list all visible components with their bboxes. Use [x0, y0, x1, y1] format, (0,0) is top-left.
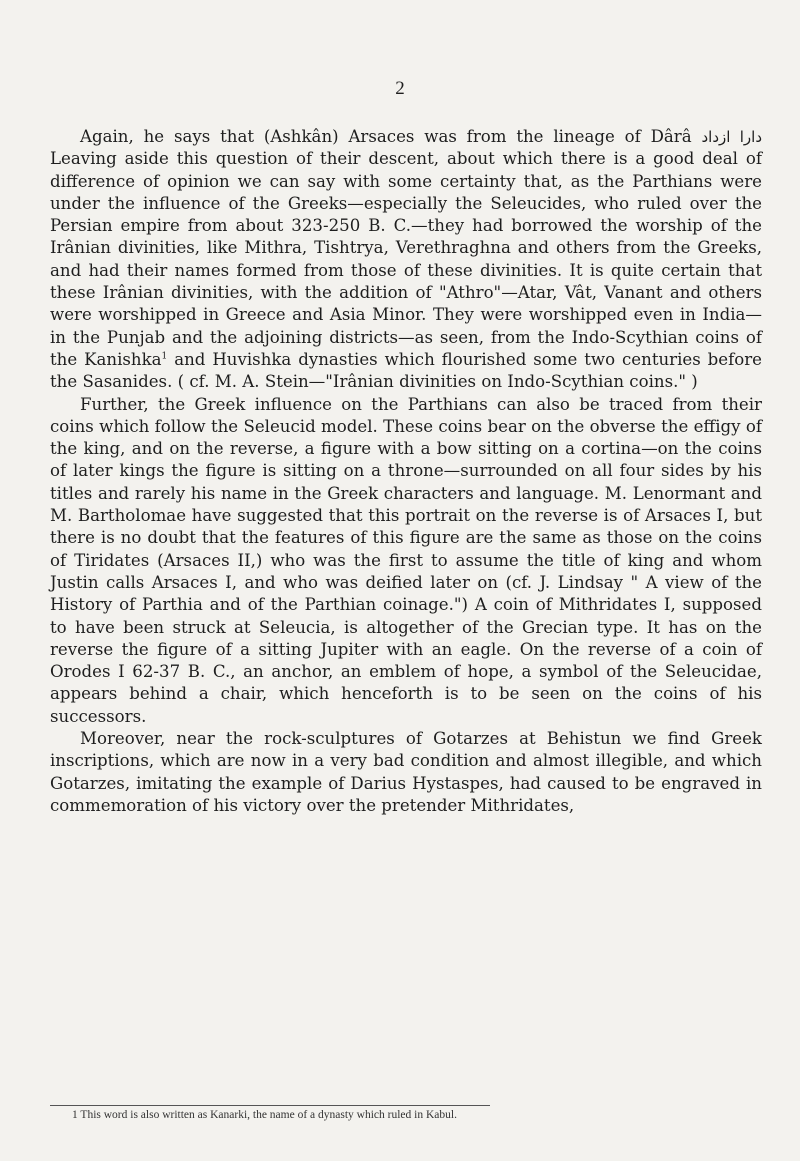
- paragraph-1-tail: and Huvishka dynasties which flourished some two centuries before the Sasanides. ( cf. M. A. Stein—"Irânian divinities on Indo-Scythian coins." ): [50, 349, 763, 392]
- paragraph-1: [50, 126, 762, 394]
- body-text: [50, 126, 762, 817]
- arabic-script-text: دارا ازداد: [701, 128, 762, 146]
- paragraph-1-continued: Leaving aside this question of their descent, about which there is a good deal of difference of opinion we can say with some certainty that, as the Parthians were under the influence of the Greeks—especially the Seleucides, who ruled over the Persian empire from about 323-250 B. C.—they had borrowed the worship of the Irânian divinities, like Mithra, Tishtrya, Verethraghna and others from the Greeks, and had their names formed from those of these divinities. It is quite certain that these Irânian divinities, with the addition of "Athro"—Atar, Vât, Vanant and others were worshipped in Greece and Asia Minor. They were worshipped even in India—in the Punjab and the adjoining districts—as seen, from the Indo-Scythian coins of the Kanishka: [50, 149, 762, 369]
- paragraph-3: Moreover, near the rock-sculptures of Gotarzes at Behistun we find Greek inscriptions, which are now in a very bad condition and almost illegible, and which Gotarzes, imitating the example of Darius Hystaspes, had caused to be engraved in commemoration of his victory over the pretender Mithridates,: [50, 729, 762, 815]
- footnote-divider: [50, 1105, 490, 1106]
- paragraph-1-text: Again, he says that (Ashkân) Arsaces was from the lineage of Dârâ: [80, 127, 702, 146]
- footnote-marker: 1: [161, 351, 168, 362]
- paragraph-2: Further, the Greek influence on the Parthians can also be traced from their coins which follow the Seleucid model. These coins bear on the obverse the effigy of the king, and on the reverse, a figure with a bow sitting on a cortina—on the coins of later kings the figure is sitting on a throne—surrounded on all four sides by his titles and rarely his name in the Greek characters and language. M. Lenormant and M. Bartholomae have suggested that this portrait on the reverse is of Arsaces I, but there is no doubt that the features of this figure are the same as those on the coins of Tiridates (Arsaces II,) who was the first to assume the title of king and whom Justin calls Arsaces I, and who was deified later on (cf. J. Lindsay " A view of the History of Parthia and of the Parthian coinage.") A coin of Mithridates I, supposed to have been struck at Seleucia, is altogether of the Grecian type. It has on the reverse the figure of a sitting Jupiter with an eagle. On the reverse of a coin of Orodes I 62-37 B. C., an anchor, an emblem of hope, a symbol of the Seleucidae, appears behind a chair, which henceforth is to be seen on the coins of his successors.: [50, 394, 762, 726]
- page-number: 2: [395, 78, 405, 99]
- footnote: 1 This word is also written as Kanarki, the name of a dynasty which ruled in Kabul.: [72, 1109, 457, 1121]
